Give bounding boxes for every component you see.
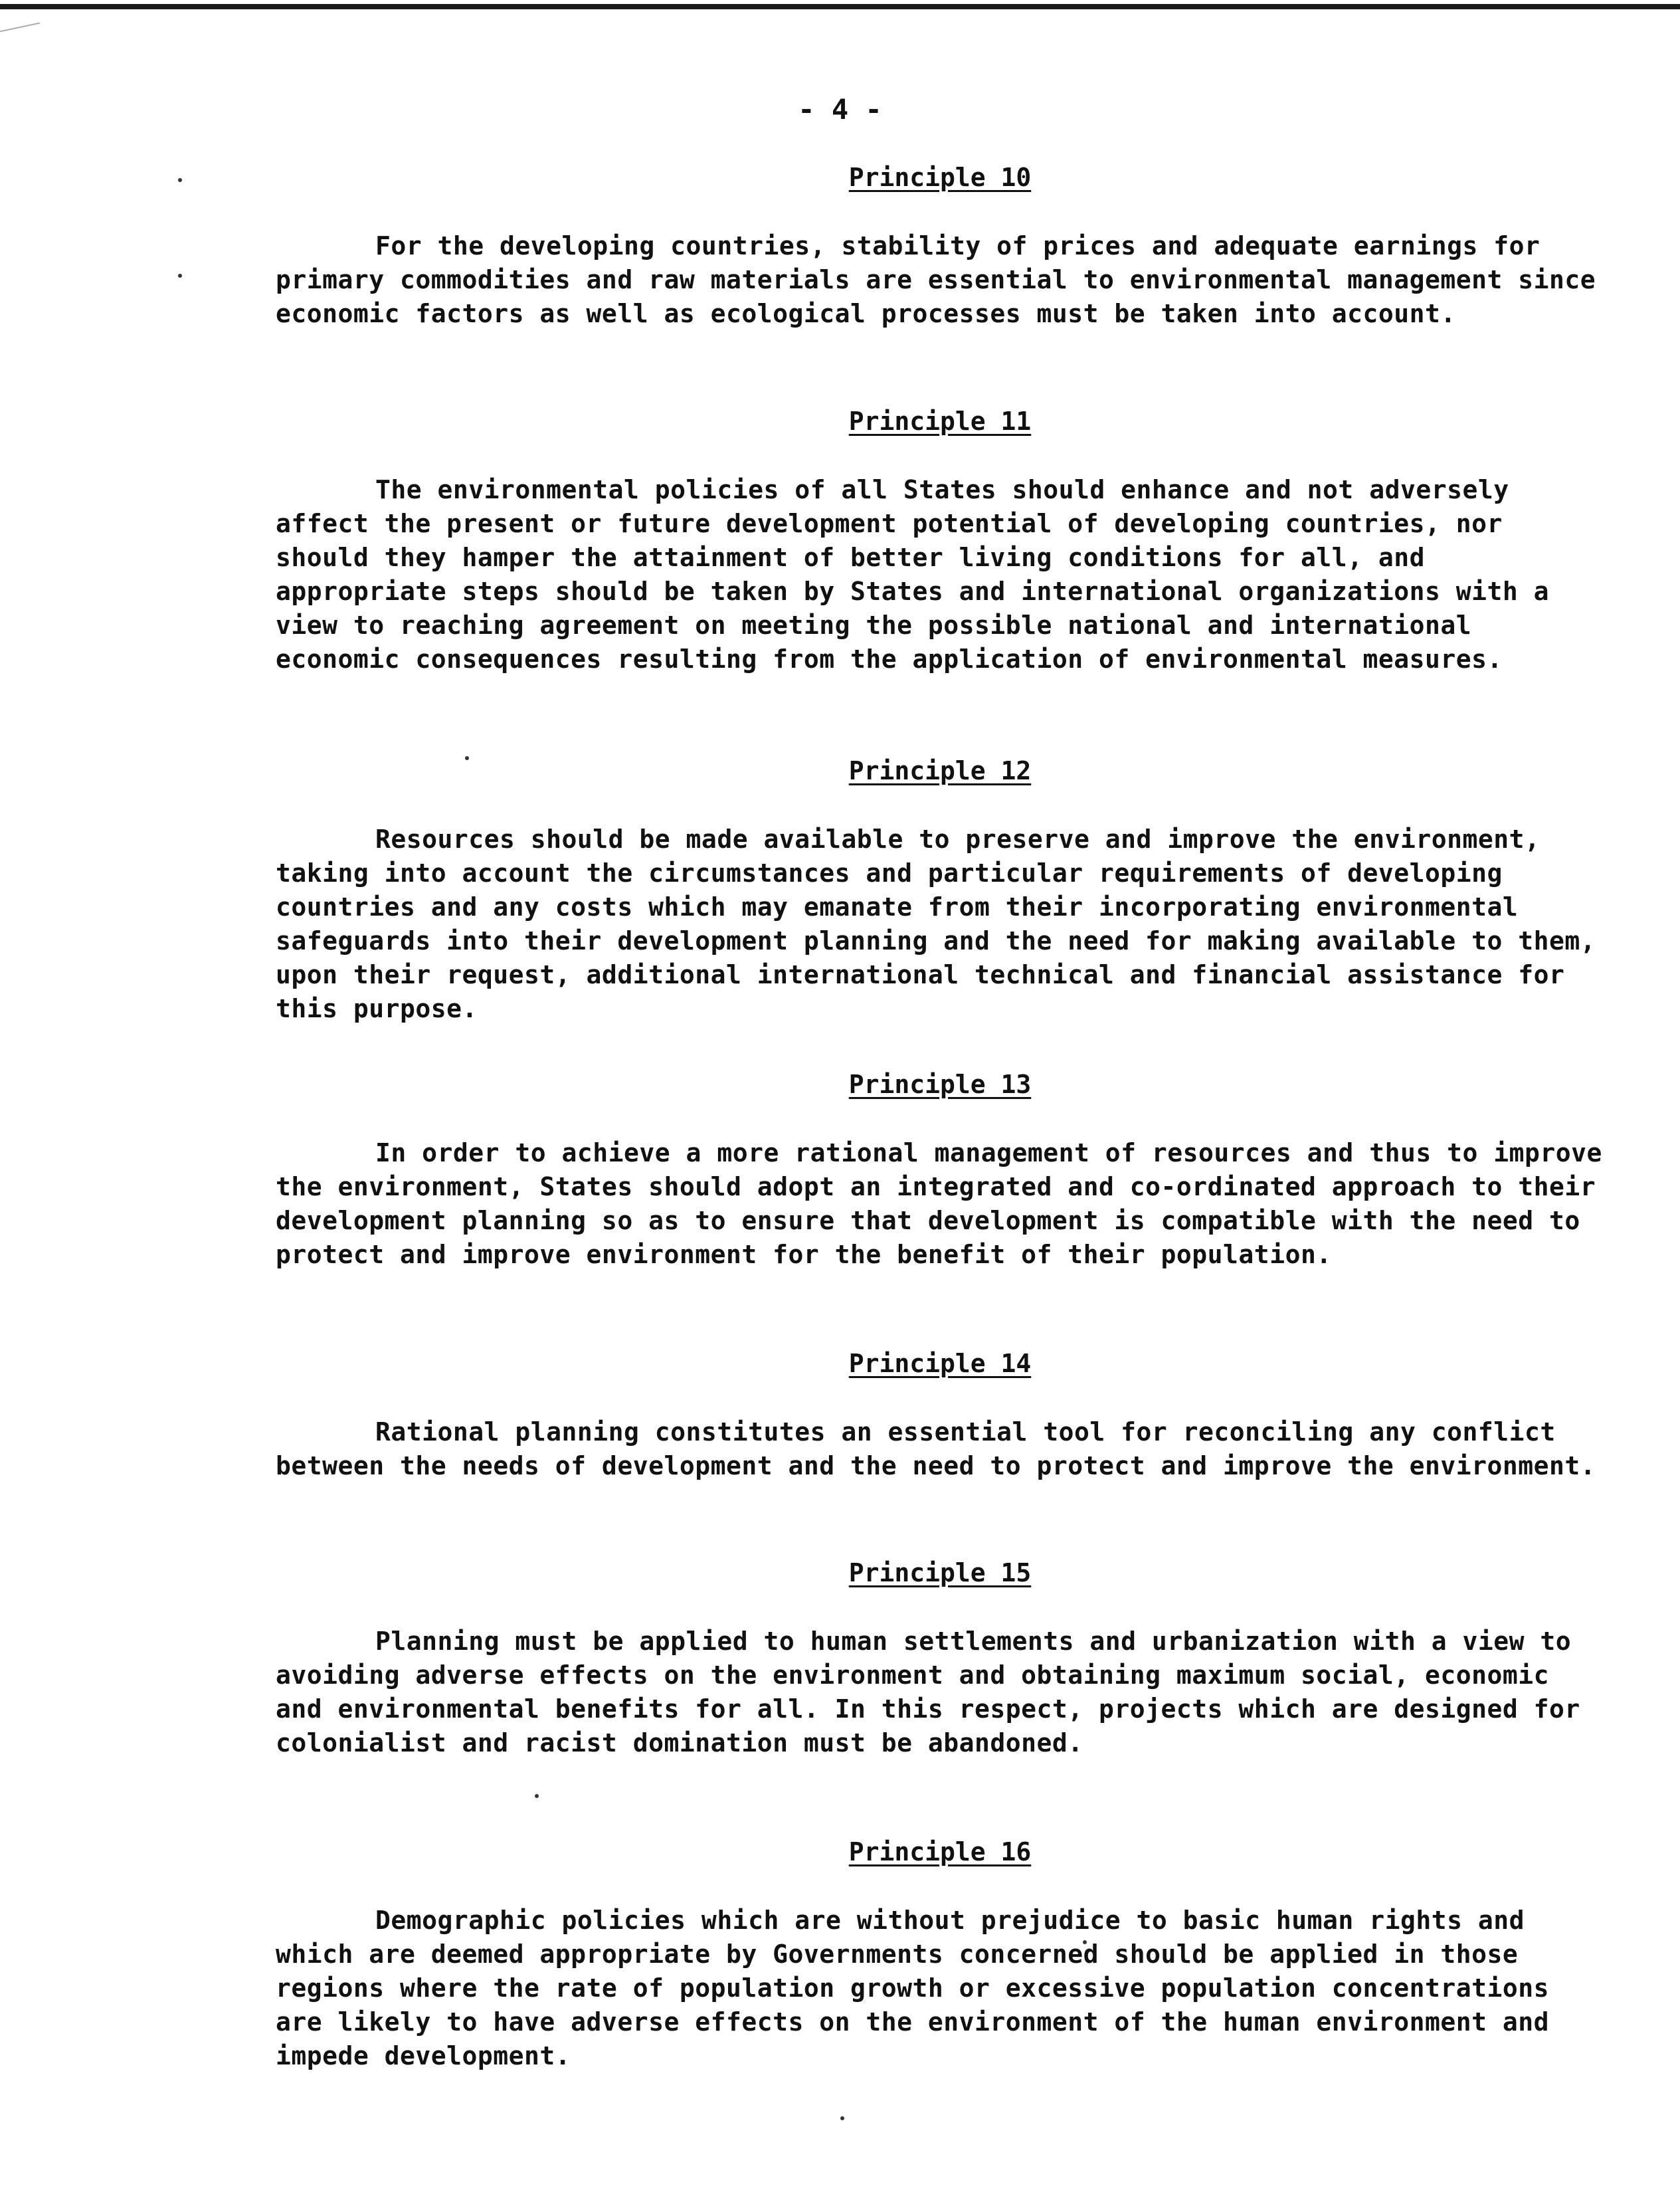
scan-speck xyxy=(178,274,182,278)
principle-heading: Principle 16 xyxy=(848,1837,1032,1866)
principle-text: The environmental policies of all States should enhance and not adversely affect the present or future development potential of developing countries, nor should they hamper the attainment of better living conditions for all, and appropriate steps should be taken by States and international organizations with a view to reaching agreement on meeting the possible national and international economic consequences resulting from the application of environmental measures. xyxy=(276,475,1549,674)
principle-heading: Principle 10 xyxy=(848,163,1032,192)
principle-text: Resources should be made available to preserve and improve the environment, taking into account the circumstances and particular requirements of developing countries and any costs which may emanate from their incorporating environmental safeguards into their development planning and the need for making available to them, upon their request, additional international technical and financial assistance for this purpose. xyxy=(276,825,1596,1023)
principle-text: Rational planning constitutes an essential tool for reconciling any conflict between the needs of development and the need to protect and improve the environment. xyxy=(276,1417,1596,1480)
principle-heading: Principle 15 xyxy=(848,1558,1032,1587)
top-edge-rule xyxy=(0,4,1680,9)
principle-heading: Principle 14 xyxy=(848,1349,1032,1378)
scan-speck xyxy=(840,2116,844,2120)
scan-speck xyxy=(178,178,182,182)
principle-text: For the developing countries, stability of prices and adequate earnings for primary commodities and raw materials are essential to environmental management since economic factors as well as ecological processes must be taken into account. xyxy=(276,231,1596,328)
principle-text: Planning must be applied to human settlements and urbanization with a view to avoiding adverse effects on the environment and obtaining maximum social, economic and environmental benefits for all. In this respect, projects which are designed for colonialist and racist domination must be abandoned. xyxy=(276,1627,1580,1757)
principle-text: Demographic policies which are without prejudice to basic human rights and which are deemed appropriate by Governments concerned should be applied in those regions where the rate of population growth or excessive population concentrations are likely to have adverse effects on the environment of the human environment and impede development. xyxy=(276,1906,1549,2070)
corner-scan-mark xyxy=(0,0,40,32)
principle-heading: Principle 12 xyxy=(848,756,1032,785)
principle-text: In order to achieve a more rational management of resources and thus to improve the environment, States should adopt an integrated and co-ordinated approach to their development planning so as to ensure that development is compatible with the need to protect and improve environment for the benefit of their population. xyxy=(276,1138,1602,1269)
principle-heading: Principle 11 xyxy=(848,407,1032,436)
scan-speck xyxy=(535,1794,539,1798)
page-number: - 4 - xyxy=(798,93,882,126)
principle-heading: Principle 13 xyxy=(848,1070,1032,1099)
